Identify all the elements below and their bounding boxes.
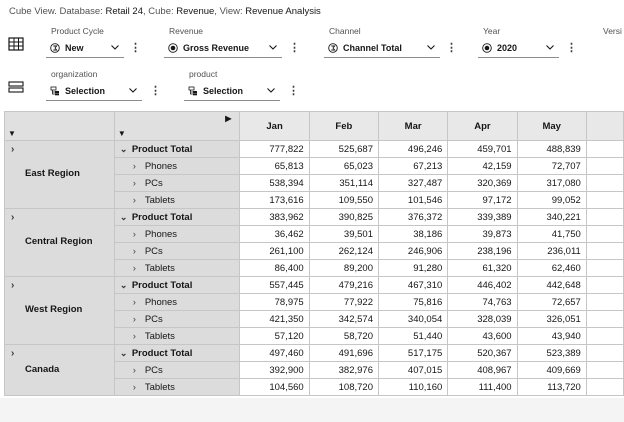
data-cell[interactable]: 108,720 [309, 379, 378, 396]
product-header[interactable] [114, 112, 240, 141]
kebab-menu-icon[interactable]: ⋮ [566, 42, 577, 54]
data-cell[interactable]: 488,839 [517, 141, 586, 158]
dim-product-select[interactable] [184, 82, 280, 101]
chevron-down-icon[interactable]: ⌄ [119, 347, 128, 358]
chevron-right-icon[interactable]: › [132, 364, 136, 375]
data-cell[interactable]: 38,186 [378, 226, 447, 243]
data-cell[interactable]: 777,822 [240, 141, 309, 158]
product-name: Tablets [144, 194, 175, 206]
data-cell-overflow [586, 379, 623, 396]
chevron-right-icon[interactable]: › [132, 330, 136, 341]
data-cell[interactable]: 110,160 [378, 379, 447, 396]
data-cell[interactable]: 497,460 [240, 345, 309, 362]
data-cell[interactable]: 89,200 [309, 260, 378, 277]
data-cell[interactable]: 342,574 [309, 311, 378, 328]
chevron-right-icon[interactable]: › [132, 262, 136, 273]
data-cell[interactable]: 109,550 [309, 192, 378, 209]
dim-value: Selection [203, 86, 244, 96]
data-cell[interactable]: 262,124 [309, 243, 378, 260]
chevron-down-icon[interactable]: ⌄ [119, 143, 128, 154]
view-title: Cube View. Database: Retail 24, Cube: Revenue, View: Revenue Analysis [9, 6, 321, 17]
data-cell[interactable]: 42,159 [448, 158, 517, 175]
region-row-header[interactable] [5, 141, 115, 209]
data-cell[interactable]: 520,367 [448, 345, 517, 362]
data-cell[interactable]: 101,546 [378, 192, 447, 209]
data-cell-overflow [586, 158, 623, 175]
chevron-down-icon[interactable]: ⌄ [119, 279, 128, 290]
product-row-header[interactable] [114, 141, 240, 158]
sigma-icon [50, 43, 60, 53]
product-row-header[interactable] [114, 362, 240, 379]
data-cell[interactable]: 58,720 [309, 328, 378, 345]
data-cell[interactable]: 72,657 [517, 294, 586, 311]
data-cell-overflow [586, 345, 623, 362]
data-cell[interactable]: 57,120 [240, 328, 309, 345]
region-name: Central Region [25, 236, 93, 247]
dim-product [184, 69, 280, 96]
dim-value: 2020 [497, 43, 518, 53]
dim-product-cycle [46, 26, 124, 53]
data-cell[interactable]: 75,816 [378, 294, 447, 311]
product-row-header[interactable] [114, 192, 240, 209]
chevron-right-icon[interactable]: › [11, 348, 15, 359]
region-row-header[interactable] [5, 345, 115, 396]
chevron-down-icon [128, 85, 138, 95]
dim-year-select[interactable] [478, 39, 559, 58]
dim-label: Product Cycle [51, 26, 104, 36]
sigma-icon [328, 43, 338, 53]
data-cell[interactable]: 467,310 [378, 277, 447, 294]
data-cell-overflow [586, 362, 623, 379]
data-cell[interactable]: 407,015 [378, 362, 447, 379]
product-name: PCs [144, 177, 163, 189]
kebab-menu-icon[interactable]: ⋮ [150, 85, 161, 97]
data-cell-overflow [586, 294, 623, 311]
row-dimension-bar [0, 69, 624, 109]
chevron-right-icon[interactable]: › [132, 245, 136, 256]
data-cell-overflow [586, 277, 623, 294]
column-header-row [5, 112, 624, 141]
data-cell[interactable]: 67,213 [378, 158, 447, 175]
table-row [5, 209, 624, 226]
product-name: Product Total [131, 211, 193, 223]
rows-icon [8, 79, 24, 95]
product-name: Product Total [131, 279, 193, 291]
data-cell[interactable]: 557,445 [240, 277, 309, 294]
dim-label: organization [51, 69, 98, 79]
data-cell[interactable]: 340,221 [517, 209, 586, 226]
product-name: Tablets [144, 381, 175, 393]
column-header[interactable]: Apr [448, 112, 517, 141]
data-cell-overflow [586, 141, 623, 158]
data-cell[interactable]: 236,011 [517, 243, 586, 260]
grid-icon [8, 36, 24, 52]
dim-label: Year [483, 26, 501, 36]
data-cell-overflow [586, 175, 623, 192]
data-cell[interactable]: 74,763 [448, 294, 517, 311]
data-cell[interactable]: 65,813 [240, 158, 309, 175]
product-row-header[interactable] [114, 260, 240, 277]
data-cell-overflow [586, 192, 623, 209]
chevron-down-icon [268, 42, 278, 52]
data-cell[interactable]: 525,687 [309, 141, 378, 158]
region-name: East Region [25, 168, 80, 179]
data-cell[interactable]: 61,320 [448, 260, 517, 277]
data-cell[interactable]: 446,402 [448, 277, 517, 294]
chevron-right-icon[interactable]: › [132, 160, 136, 171]
dim-label: Channel [329, 26, 361, 36]
data-cell[interactable]: 317,080 [517, 175, 586, 192]
product-name: PCs [144, 364, 163, 376]
cube-grid [4, 111, 624, 398]
data-cell[interactable]: 104,560 [240, 379, 309, 396]
product-name: Product Total [131, 347, 193, 359]
data-cell[interactable]: 36,462 [240, 226, 309, 243]
data-cell[interactable]: 320,369 [448, 175, 517, 192]
dim-revenue [164, 26, 282, 53]
data-cell[interactable]: 43,940 [517, 328, 586, 345]
data-cell[interactable]: 382,976 [309, 362, 378, 379]
data-cell[interactable]: 86,400 [240, 260, 309, 277]
dim-value: Selection [65, 86, 106, 96]
dim-product-cycle-select[interactable] [46, 39, 124, 58]
data-cell[interactable]: 173,616 [240, 192, 309, 209]
dim-label: Versi [603, 26, 622, 36]
table-row [5, 277, 624, 294]
product-name: Phones [144, 296, 178, 308]
column-header-overflow [586, 112, 623, 141]
product-row-header[interactable] [114, 379, 240, 396]
data-cell[interactable]: 383,962 [240, 209, 309, 226]
kebab-menu-icon[interactable]: ⋮ [446, 42, 457, 54]
data-cell-overflow [586, 311, 623, 328]
data-cell[interactable]: 459,701 [448, 141, 517, 158]
data-cell[interactable]: 442,648 [517, 277, 586, 294]
data-cell[interactable]: 113,720 [517, 379, 586, 396]
dim-value: New [65, 43, 84, 53]
dim-version [598, 26, 624, 36]
grid-footer-area [0, 398, 624, 422]
data-cell[interactable]: 390,825 [309, 209, 378, 226]
data-cell[interactable]: 326,051 [517, 311, 586, 328]
data-cell-overflow [586, 209, 623, 226]
kebab-menu-icon[interactable]: ⋮ [130, 42, 141, 54]
product-row-header[interactable] [114, 277, 240, 294]
radio-icon [168, 43, 178, 53]
region-row-header[interactable] [5, 277, 115, 345]
product-name: Tablets [144, 330, 175, 342]
data-cell[interactable]: 97,172 [448, 192, 517, 209]
product-row-header[interactable] [114, 226, 240, 243]
data-cell[interactable]: 421,350 [240, 311, 309, 328]
column-header[interactable]: May [517, 112, 586, 141]
data-cell[interactable]: 409,669 [517, 362, 586, 379]
data-cell-overflow [586, 226, 623, 243]
sort-down-icon[interactable]: ▼ [117, 129, 126, 138]
product-name: Product Total [131, 143, 193, 155]
product-name: PCs [144, 245, 163, 257]
chevron-right-icon[interactable]: › [132, 313, 136, 324]
data-cell[interactable]: 238,196 [448, 243, 517, 260]
chevron-right-icon[interactable]: › [11, 144, 15, 155]
data-cell[interactable]: 246,906 [378, 243, 447, 260]
product-row-header[interactable] [114, 209, 240, 226]
region-name: Canada [25, 364, 60, 375]
data-cell[interactable]: 51,440 [378, 328, 447, 345]
chevron-down-icon[interactable]: ⌄ [119, 211, 128, 222]
chevron-right-icon[interactable]: › [132, 194, 136, 205]
expand-right-icon[interactable]: ▶ [225, 114, 232, 123]
column-header[interactable]: Jan [240, 112, 309, 141]
data-cell[interactable]: 408,967 [448, 362, 517, 379]
data-cell[interactable]: 99,052 [517, 192, 586, 209]
data-cell[interactable]: 39,873 [448, 226, 517, 243]
hierarchy-icon [50, 86, 60, 96]
organization-header[interactable] [5, 112, 115, 141]
data-cell[interactable]: 523,389 [517, 345, 586, 362]
region-name: West Region [25, 304, 83, 315]
data-cell[interactable]: 496,246 [378, 141, 447, 158]
data-cell[interactable]: 91,280 [378, 260, 447, 277]
dim-label: Revenue [169, 26, 204, 36]
dim-value: Channel Total [343, 43, 402, 53]
chevron-down-icon [110, 42, 120, 52]
data-cell[interactable]: 351,114 [309, 175, 378, 192]
column-header[interactable]: Mar [378, 112, 447, 141]
kebab-menu-icon[interactable]: ⋮ [288, 85, 299, 97]
column-header[interactable]: Feb [309, 112, 378, 141]
product-row-header[interactable] [114, 175, 240, 192]
data-cell[interactable]: 111,400 [448, 379, 517, 396]
dim-year [478, 26, 559, 53]
data-cell[interactable]: 72,707 [517, 158, 586, 175]
chevron-down-icon [545, 42, 555, 52]
region-row-header[interactable] [5, 209, 115, 277]
dim-channel [324, 26, 440, 53]
data-cell[interactable]: 517,175 [378, 345, 447, 362]
product-row-header[interactable] [114, 311, 240, 328]
data-cell[interactable]: 78,975 [240, 294, 309, 311]
data-cell[interactable]: 538,394 [240, 175, 309, 192]
product-row-header[interactable] [114, 345, 240, 362]
product-row-header[interactable] [114, 328, 240, 345]
product-row-header[interactable] [114, 158, 240, 175]
data-cell[interactable]: 392,900 [240, 362, 309, 379]
chevron-right-icon[interactable]: › [132, 177, 136, 188]
kebab-menu-icon[interactable]: ⋮ [289, 42, 300, 54]
dim-organization [46, 69, 142, 96]
chevron-right-icon[interactable]: › [11, 280, 15, 291]
data-cell[interactable]: 491,696 [309, 345, 378, 362]
data-cell[interactable]: 327,487 [378, 175, 447, 192]
chevron-right-icon[interactable]: › [132, 228, 136, 239]
table-row [5, 141, 624, 158]
sort-down-icon[interactable]: ▼ [8, 129, 16, 138]
radio-icon [482, 43, 492, 53]
chevron-right-icon[interactable]: › [11, 212, 15, 223]
data-cell[interactable]: 62,460 [517, 260, 586, 277]
data-cell-overflow [586, 328, 623, 345]
dim-value: Gross Revenue [183, 43, 250, 53]
data-cell[interactable]: 77,922 [309, 294, 378, 311]
data-cell-overflow [586, 260, 623, 277]
cube-grid-table [4, 111, 624, 396]
context-dimension-bar [0, 26, 624, 66]
data-cell[interactable]: 43,600 [448, 328, 517, 345]
data-cell[interactable]: 376,372 [378, 209, 447, 226]
product-name: Phones [144, 160, 178, 172]
table-row [5, 345, 624, 362]
dim-label: product [189, 69, 218, 79]
hierarchy-icon [188, 86, 198, 96]
product-row-header[interactable] [114, 243, 240, 260]
data-cell[interactable]: 39,501 [309, 226, 378, 243]
chevron-down-icon [426, 42, 436, 52]
data-cell[interactable]: 340,054 [378, 311, 447, 328]
product-name: Tablets [144, 262, 175, 274]
data-cell[interactable]: 328,039 [448, 311, 517, 328]
product-name: PCs [144, 313, 163, 325]
chevron-down-icon [266, 85, 276, 95]
dim-organization-select[interactable] [46, 82, 142, 101]
chevron-right-icon[interactable]: › [132, 381, 136, 392]
dim-channel-select[interactable] [324, 39, 440, 58]
data-cell[interactable]: 339,389 [448, 209, 517, 226]
data-cell-overflow [586, 243, 623, 260]
data-cell[interactable]: 479,216 [309, 277, 378, 294]
data-cell[interactable]: 261,100 [240, 243, 309, 260]
chevron-right-icon[interactable]: › [132, 296, 136, 307]
product-row-header[interactable] [114, 294, 240, 311]
data-cell[interactable]: 41,750 [517, 226, 586, 243]
dim-revenue-select[interactable] [164, 39, 282, 58]
product-name: Phones [144, 228, 178, 240]
data-cell[interactable]: 65,023 [309, 158, 378, 175]
